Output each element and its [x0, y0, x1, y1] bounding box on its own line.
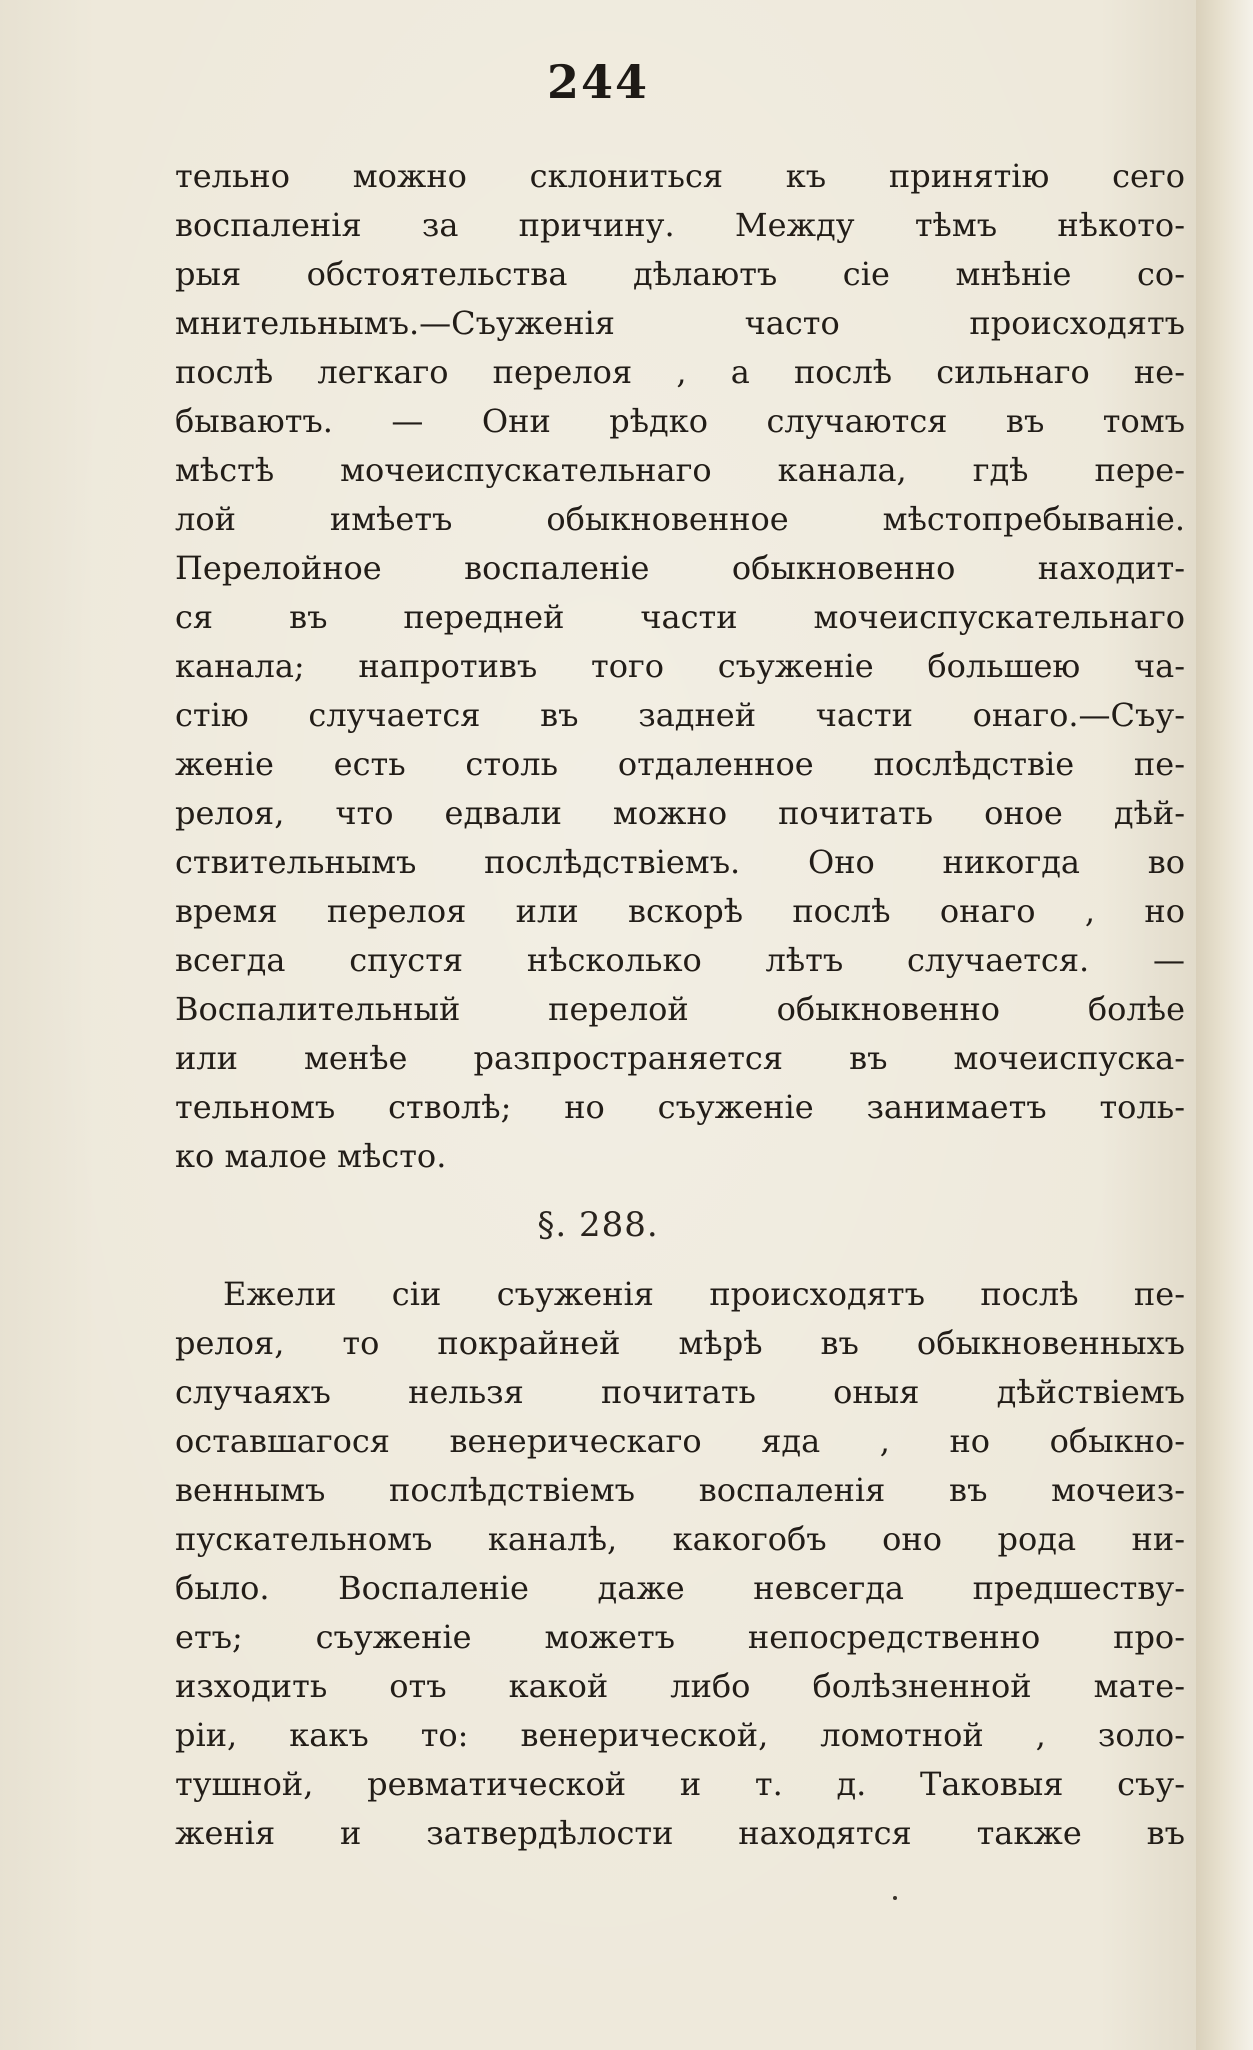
text-line: воспаленія за причину. Между тѣмъ нѣкото-	[175, 206, 1185, 244]
page-number: 244	[546, 55, 650, 109]
text-line: послѣ легкаго перелоя , а послѣ сильнаго не-	[175, 353, 1185, 391]
text-line: тельно можно склониться къ принятію сего	[175, 157, 1185, 195]
page-edge	[1196, 0, 1253, 2050]
ink-speck	[893, 1896, 897, 1900]
text-line: Ежели сіи съуженія происходятъ послѣ пе-	[223, 1275, 1185, 1313]
section-heading: §. 288.	[537, 1205, 659, 1245]
text-line: ко малое мѣсто.	[175, 1137, 447, 1175]
text-line: было. Воспаленіе даже невсегда предшеству-	[175, 1569, 1185, 1607]
text-line: бываютъ. — Они рѣдко случаются въ томъ	[175, 402, 1185, 440]
text-line: ствительнымъ послѣдствіемъ. Оно никогда во	[175, 843, 1185, 881]
text-line: мнительнымъ.—Съуженія часто происходятъ	[175, 304, 1185, 342]
text-line: изходить отъ какой либо болѣзненной мате-	[175, 1667, 1185, 1705]
text-line: стію случается въ задней части онаго.—Съу-	[175, 696, 1185, 734]
text-line: рыя обстоятельства дѣлаютъ сіе мнѣніе со-	[175, 255, 1185, 293]
text-line: время перелоя или вскорѣ послѣ онаго , но	[175, 892, 1185, 930]
text-line: мѣстѣ мочеиспускательнаго канала, гдѣ пере-	[175, 451, 1185, 489]
text-line: случаяхъ нельзя почитать оныя дѣйствіемъ	[175, 1373, 1185, 1411]
paragraph-2	[175, 1270, 1185, 1858]
text-line: ся въ передней части мочеиспускательнаго	[175, 598, 1185, 636]
text-line: релоя, то покрайней мѣрѣ въ обыкновенныхъ	[175, 1324, 1185, 1362]
text-line: пускательномъ каналѣ, какогобъ оно рода ни-	[175, 1520, 1185, 1558]
text-line: тушной, ревматической и т. д. Таковыя съу-	[175, 1765, 1185, 1803]
text-line: лой имѣетъ обыкновенное мѣстопребываніе.	[175, 500, 1185, 538]
text-line: Воспалительный перелой обыкновенно болѣе	[175, 990, 1185, 1028]
text-line: Перелойное воспаленіе обыкновенно находит-	[175, 549, 1185, 587]
text-line: канала; напротивъ того съуженіе большею ча-	[175, 647, 1185, 685]
text-line: етъ; съуженіе можетъ непосредственно про-	[175, 1618, 1185, 1656]
text-line: женія и затвердѣлости находятся также въ	[175, 1814, 1185, 1852]
text-line: или менѣе разпространяется въ мочеиспуска-	[175, 1039, 1185, 1077]
text-line: женіе есть столь отдаленное послѣдствіе пе-	[175, 745, 1185, 783]
text-line: ріи, какъ то: венерической, ломотной , золо-	[175, 1716, 1185, 1754]
text-line: веннымъ послѣдствіемъ воспаленія въ мочеиз-	[175, 1471, 1185, 1509]
text-line: оставшагося венерическаго яда , но обыкно-	[175, 1422, 1185, 1460]
text-line: релоя, что едвали можно почитать оное дѣй-	[175, 794, 1185, 832]
paragraph-1	[175, 152, 1185, 1181]
text-line: тельномъ стволѣ; но съуженіе занимаетъ толь-	[175, 1088, 1185, 1126]
text-line: всегда спустя нѣсколько лѣтъ случается. —	[175, 941, 1185, 979]
